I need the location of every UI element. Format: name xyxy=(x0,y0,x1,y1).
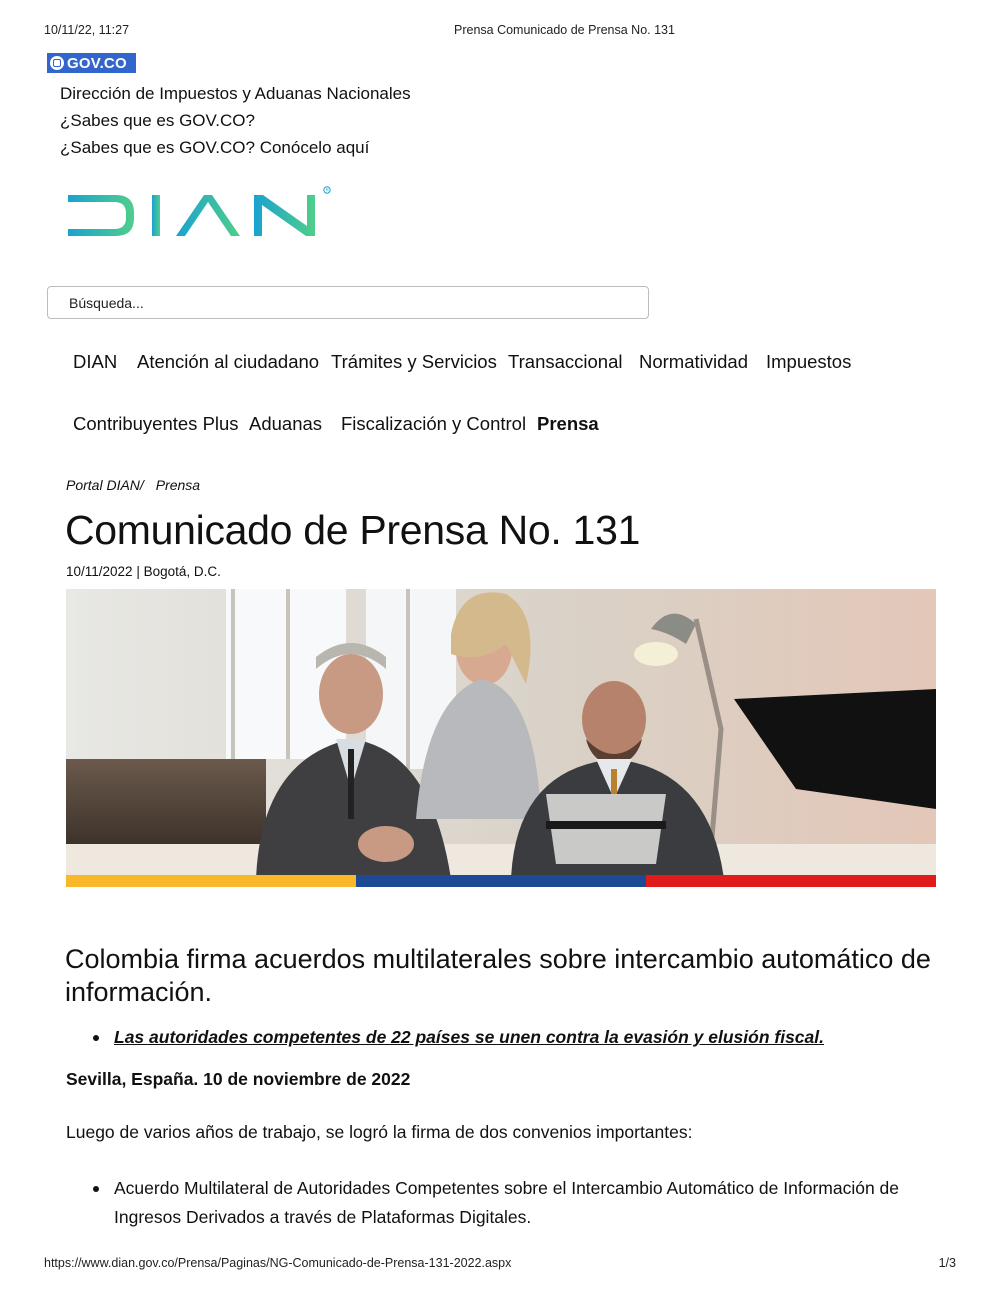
print-timestamp: 10/11/22, 11:27 xyxy=(44,23,130,37)
link-conocelo-govco[interactable]: ¿Sabes que es GOV.CO? Conócelo aquí xyxy=(60,138,370,157)
nav-item-aduanas[interactable]: Aduanas xyxy=(249,413,323,434)
breadcrumb-current[interactable]: Prensa xyxy=(155,477,201,493)
list-item-text: Acuerdo Multilateral de Autoridades Competentes sobre el Intercambio Automático de Información de Ingresos Derivados a través de Plataformas Digitales. xyxy=(114,1178,900,1227)
nav-item-contribuyentes-plus[interactable]: Contribuyentes Plus xyxy=(73,413,239,434)
flag-bar-blue xyxy=(356,875,646,887)
nav-item-prensa[interactable]: Prensa xyxy=(537,413,599,434)
print-footer xyxy=(44,1256,956,1272)
article-subtitle: Colombia firma acuerdos multilaterales sobre intercambio automático de información. xyxy=(65,944,931,1007)
link-sabes-govco[interactable]: ¿Sabes que es GOV.CO? xyxy=(60,111,255,130)
govco-shield-icon xyxy=(50,56,64,70)
flag-bar-yellow xyxy=(66,875,356,887)
print-url: https://www.dian.gov.co/Prensa/Paginas/NG-Comunicado-de-Prensa-131-2022.aspx xyxy=(44,1256,512,1270)
nav-item-tramites[interactable]: Trámites y Servicios xyxy=(331,351,497,372)
print-page-number: 1/3 xyxy=(938,1256,956,1270)
lead-bullet-text: Las autoridades competentes de 22 países se unen contra la evasión y elusión fiscal. xyxy=(114,1027,824,1047)
top-links xyxy=(60,80,411,161)
article-intro: Luego de varios años de trabajo, se logró la firma de dos convenios importantes: xyxy=(66,1122,693,1142)
link-dian-full-name[interactable]: Dirección de Impuestos y Aduanas Nacionales xyxy=(60,84,411,103)
article-dateline: 10/11/2022 | Bogotá, D.C. xyxy=(66,564,221,579)
govco-badge-text: GOV.CO xyxy=(67,54,127,72)
dian-logo[interactable] xyxy=(68,186,334,238)
nav-item-transaccional[interactable]: Transaccional xyxy=(508,351,623,372)
svg-text:R: R xyxy=(325,187,329,193)
nav-item-normatividad[interactable]: Normatividad xyxy=(639,351,748,372)
breadcrumb-home[interactable]: Portal DIAN/ xyxy=(66,477,144,493)
nav-item-fiscalizacion[interactable]: Fiscalización y Control xyxy=(341,413,527,434)
flag-bar-red xyxy=(646,875,936,887)
search-input[interactable] xyxy=(69,295,648,311)
nav-item-atencion[interactable]: Atención al ciudadano xyxy=(137,351,320,372)
nav-item-dian[interactable]: DIAN xyxy=(73,351,118,372)
print-header xyxy=(44,23,956,39)
govco-badge[interactable] xyxy=(47,53,136,73)
search-box[interactable] xyxy=(47,286,649,319)
lead-bullet xyxy=(93,1027,824,1048)
list-item xyxy=(93,1174,913,1232)
flag-color-bar xyxy=(66,875,936,887)
hero-image xyxy=(66,589,936,875)
page-title: Comunicado de Prensa No. 131 xyxy=(65,507,641,553)
breadcrumb xyxy=(66,477,200,493)
article-place-date: Sevilla, España. 10 de noviembre de 2022 xyxy=(66,1069,411,1089)
print-page-title: Prensa Comunicado de Prensa No. 131 xyxy=(454,23,675,37)
nav-item-impuestos[interactable]: Impuestos xyxy=(766,351,852,372)
